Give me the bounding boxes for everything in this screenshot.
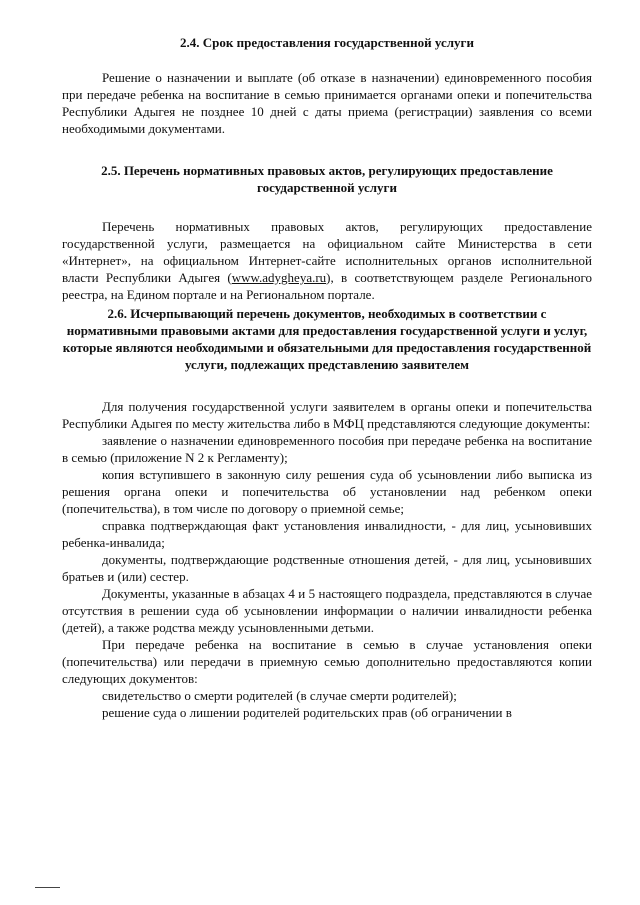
section-2-6-paragraph-5: документы, подтверждающие родственные отношения детей, - для лиц, усыновивших братьев и (или) сестер. <box>62 552 592 584</box>
section-2-6-paragraph-4: справка подтверждающая факт установления инвалидности, - для лиц, усыновивших ребенка-инвалида; <box>62 518 592 550</box>
section-2-4-paragraph: Решение о назначении и выплате (об отказе в назначении) единовременного пособия при передаче ребенка на воспитание в семью принимается органами опеки и попечительства Республики Адыгея не позднее 10 дней с даты приема (регистрации) заявления со всеми необходимыми документами. <box>62 70 592 136</box>
paragraph-text: Перечень нормативных правовых актов, регулирующих предоставление государственной услуги, размещается на официальном сайте Министерства в сети «Интернет», на официальном Интернет-сайте исполнительных органов исполнительной власти Республики Адыгея ( <box>62 219 592 285</box>
section-2-6-paragraph-7: При передаче ребенка на воспитание в семью в случае установления опеки (попечительства) или передачи в приемную семью дополнительно предоставляются копии следующих документов: <box>62 637 592 686</box>
document-page <box>62 34 592 721</box>
section-2-6-heading: 2.6. Исчерпывающий перечень документов, необходимых в соответствии с нормативными правовыми актами для предоставления государственной услуги и услуг, которые являются необходимыми и обязательными для предоставления государственной услуги, подлежащих представлению заявителем <box>62 306 592 372</box>
adygheya-site-link[interactable]: www.adygheya.ru <box>231 270 327 285</box>
section-2-6-paragraph-8: свидетельство о смерти родителей (в случае смерти родителей); <box>102 688 457 703</box>
section-2-6-paragraph-3: копия вступившего в законную силу решения суда об усыновлении либо выписка из решения органа опеки и попечительства об установлении над ребенком опеки (попечительства), в том числе по договору о приемной семье; <box>62 467 592 516</box>
section-2-6-paragraph-9: решение суда о лишении родителей родительских прав (об ограничении в <box>102 705 512 720</box>
section-2-6-paragraph-2: заявление о назначении единовременного пособия при передаче ребенка на воспитание в семью (приложение N 2 к Регламенту); <box>62 433 592 465</box>
footnote-divider <box>35 887 60 888</box>
section-2-4-heading: 2.4. Срок предоставления государственной услуги <box>180 35 474 50</box>
paragraph-text-end: ), в соответствующем разделе Регионального реестра, на Едином портале и на Региональном портале. <box>62 270 593 302</box>
section-2-5-paragraph <box>62 218 592 303</box>
section-2-6-paragraph-6: Документы, указанные в абзацах 4 и 5 настоящего подраздела, представляются в случае отсутствия в решении суда об усыновлении информации о наличии инвалидности ребенка (детей), а также родства между усыновленными детьми. <box>62 586 592 635</box>
section-2-6-paragraph-1: Для получения государственной услуги заявителем в органы опеки и попечительства Республики Адыгея по месту жительства либо в МФЦ представляются следующие документы: <box>62 399 592 431</box>
section-2-5-heading: 2.5. Перечень нормативных правовых актов, регулирующих предоставление государственной услуги <box>101 163 553 195</box>
